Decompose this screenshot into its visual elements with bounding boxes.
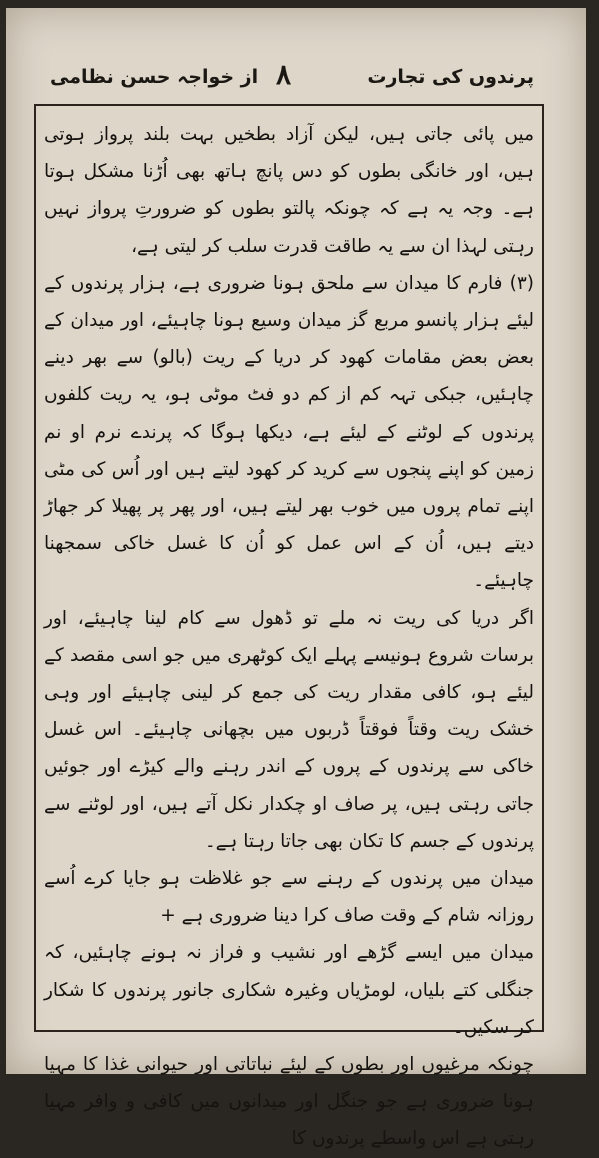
paragraph: میدان میں ایسے گڑھے اور نشیب و فراز نہ ہونے چاہئیں، کہ جنگلی کتے بلیاں، لومڑیاں وغیرہ شکاری جانور پرندوں کا شکار کر سکیں۔ (44, 942, 534, 1038)
page-number: ۸ (276, 58, 292, 91)
author-line: از خواجہ حسن نظامی (50, 66, 259, 88)
paragraph: چونکہ مرغیوں اور بطوں کے لیئے نباتاتی اور حیوانی غذا کا مہیا ہونا ضروری ہے جو جنگل اور میدانوں میں کافی و وافر مہیا رہتی ہے اس واسطے پرندوں کا (44, 1054, 534, 1150)
page-header (46, 56, 546, 96)
text-frame (34, 104, 544, 1150)
paragraph: (۳) فارم کا میدان سے ملحق ہونا ضروری ہے، ہزار پرندوں کے لیئے ہزار پانسو مربع گز میدان وسیع ہونا چاہیئے، اور میدان کے بعض بعض مقامات کھود کر دریا کے ریت (بالو) سے بھر دینے چاہئیں، جبکی تہہ کم از کم دو فٹ موٹی ہو، یہ ریت کلفوں پرندوں کے لوٹنے کے لیئے ہے، دیکھا ہوگا کہ پرندے نرم او نم زمین کو اپنے پنجوں سے کرید کر کھود لیتے ہیں اور اُس کی مٹی اپنے تمام پروں میں خوب بھر لیتے ہیں، اور پھر پر پھیلا کر جھاڑ دیتے ہیں، اُن کے اس عمل کو اُن کا غسل خاکی سمجھنا چاہیئے۔ (44, 272, 534, 592)
paragraph: میں پائی جاتی ہیں، لیکن آزاد بطخیں بہت بلند پرواز ہوتی ہیں، اور خانگی بطوں کو دس پانچ ہاتھ بھی اُڑنا مشکل ہوتا ہے۔ وجہ یہ ہے کہ چونکہ پالتو بطوں کو ضرورتِ پرواز نہیں رہتی لہذا ان سے یہ طاقت قدرت سلب کر لیتی ہے، (44, 124, 534, 257)
paragraph: میدان میں پرندوں کے رہنے سے جو غلاظت ہو جایا کرے اُسے روزانہ شام کے وقت صاف کرا دینا ضروری ہے + (44, 868, 534, 927)
paragraph: اگر دریا کی ریت نہ ملے تو ڈھول سے کام لینا چاہیئے، اور برسات شروع ہونیسے پہلے ایک کوٹھری میں جو اسی مقصد کے لیئے ہو، کافی مقدار ریت کی جمع کر لینی چاہیئے اور وہی خشک ریت وقتاً فوقتاً ڈربوں میں بچھانی چاہیئے۔ اس غسل خاکی سے پرندوں کے پروں کے اندر رہنے والے کیڑے اور جوئیں جاتی رہتی ہیں، پر صاف او چکدار نکل آتے ہیں، اور لوٹنے سے پرندوں کے جسم کا تکان بھی جاتا رہتا ہے۔ (44, 607, 534, 852)
running-title: پرندوں کی تجارت (367, 66, 534, 88)
book-page (6, 8, 586, 1150)
body-text (44, 116, 534, 1150)
